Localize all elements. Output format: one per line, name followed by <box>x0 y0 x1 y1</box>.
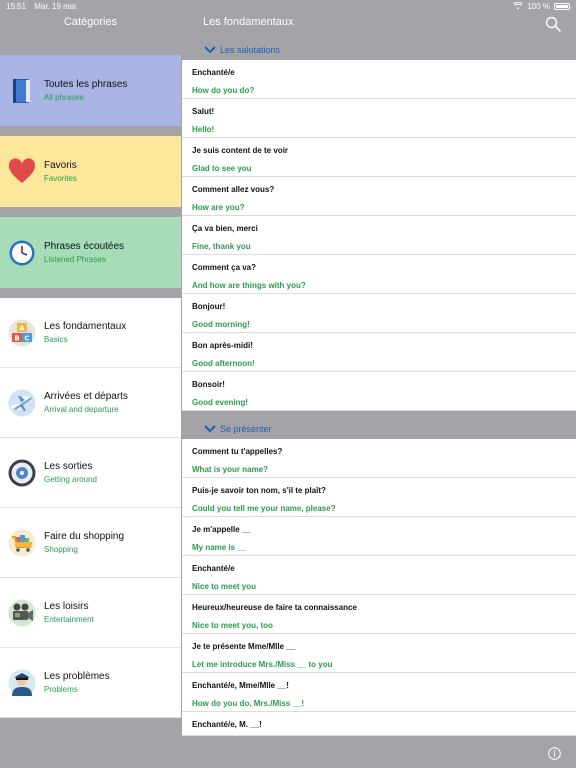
category-title: Les fondamentaux <box>44 321 127 332</box>
abc-blocks-icon <box>8 319 36 347</box>
category-problems[interactable] <box>0 648 181 718</box>
phrase-english: How are you? <box>192 203 245 212</box>
phrase-english: Hello! <box>192 125 215 134</box>
phrase-row[interactable] <box>182 439 576 478</box>
phrase-row[interactable] <box>182 712 576 736</box>
airplane-icon <box>8 389 36 417</box>
status-left <box>6 2 82 11</box>
category-title: Les loisirs <box>44 601 89 612</box>
section-header-greetings[interactable] <box>182 40 576 60</box>
svg-text:A: A <box>19 324 25 332</box>
section-title: Les salutations <box>220 45 281 55</box>
phrase-row[interactable] <box>182 138 576 177</box>
separator <box>0 126 181 136</box>
phrase-row[interactable] <box>182 478 576 517</box>
category-listened-phrases[interactable] <box>0 217 181 288</box>
phrase-list <box>182 40 576 736</box>
phrase-row[interactable] <box>182 517 576 556</box>
category-subtitle: Listened Phrases <box>44 255 106 264</box>
phrase-french: Heureux/heureuse de faire ta connaissance <box>192 603 357 612</box>
book-icon <box>8 77 36 105</box>
category-all-phrases[interactable] <box>0 55 181 126</box>
clock-icon <box>8 239 36 267</box>
category-subtitle: Entertainment <box>44 615 94 624</box>
status-time: 15:51 <box>6 1 27 11</box>
movie-camera-icon <box>8 599 36 627</box>
svg-text:B: B <box>14 334 20 342</box>
category-sidebar <box>0 55 181 718</box>
category-title: Faire du shopping <box>44 531 125 542</box>
separator <box>182 411 576 419</box>
phrase-row[interactable] <box>182 595 576 634</box>
category-subtitle: Basics <box>44 335 68 344</box>
chevron-down-icon <box>204 424 216 434</box>
phrase-french: Comment tu t'appelles? <box>192 447 283 456</box>
category-subtitle: Favorites <box>44 174 77 183</box>
phrase-row[interactable] <box>182 372 576 411</box>
phrase-row[interactable] <box>182 177 576 216</box>
status-bar <box>0 0 576 12</box>
category-arrival-departure[interactable] <box>0 368 181 438</box>
phrase-french: Bonsoir! <box>192 380 225 389</box>
category-title: Les problèmes <box>44 671 110 682</box>
separator <box>0 207 181 217</box>
phrase-french: Enchanté/e, M. __! <box>192 720 262 729</box>
category-subtitle: Problems <box>44 685 78 694</box>
phrase-french: Je suis content de te voir <box>192 146 289 155</box>
category-subtitle: Getting around <box>44 475 97 484</box>
phrase-english: What is your name? <box>192 465 269 474</box>
phrase-french: Puis-je savoir ton nom, s'il te plaît? <box>192 486 326 495</box>
phrase-english: Good afternoon! <box>192 359 255 368</box>
phrase-french: Comment allez vous? <box>192 185 275 194</box>
phrase-english: Nice to meet you <box>192 582 257 591</box>
battery-icon <box>554 3 570 10</box>
status-right <box>513 2 570 11</box>
phrase-french: Je m'appelle __ <box>192 525 251 534</box>
category-subtitle: Arrival and departure <box>44 405 119 414</box>
category-title: Arrivées et départs <box>44 391 128 402</box>
phrase-row[interactable] <box>182 333 576 372</box>
category-subtitle: All phrases <box>44 93 84 102</box>
phrase-english: And how are things with you? <box>192 281 306 290</box>
chevron-down-icon <box>204 45 216 55</box>
phrase-french: Salut! <box>192 107 215 116</box>
category-title: Les sorties <box>44 461 93 472</box>
category-subtitle: Shopping <box>44 545 78 554</box>
phrase-french: Enchanté/e, Mme/Mlle __! <box>192 681 289 690</box>
phrase-row[interactable] <box>182 556 576 595</box>
phrase-row[interactable] <box>182 673 576 712</box>
phrase-english: Glad to see you <box>192 164 252 173</box>
phrase-row[interactable] <box>182 255 576 294</box>
separator <box>0 288 181 298</box>
category-title: Phrases écoutées <box>44 241 125 252</box>
compass-icon <box>8 459 36 487</box>
section-title: Se présenter <box>220 424 272 434</box>
phrase-french: Je te présente Mme/Mlle __ <box>192 642 296 651</box>
phrase-english: My name is __ <box>192 543 247 552</box>
phrase-english: Nice to meet you, too <box>192 621 273 630</box>
phrase-english: How do you do, Mrs./Miss __! <box>192 699 305 708</box>
shopping-cart-icon <box>8 529 36 557</box>
page-title: Les fondamentaux <box>203 16 294 28</box>
phrase-english: Fine, thank you <box>192 242 251 251</box>
wifi-icon <box>513 2 523 10</box>
phrase-row[interactable] <box>182 294 576 333</box>
battery-label: 100 % <box>527 1 550 11</box>
phrase-english: Good evening! <box>192 398 248 407</box>
phrase-french: Enchanté/e <box>192 68 235 77</box>
phrase-french: Bonjour! <box>192 302 226 311</box>
phrase-english: Let me introduce Mrs./Miss __ to you <box>192 660 333 669</box>
category-title: Toutes les phrases <box>44 79 128 90</box>
category-entertainment[interactable] <box>0 578 181 648</box>
category-getting-around[interactable] <box>0 438 181 508</box>
category-favorites[interactable] <box>0 136 181 207</box>
category-title: Favoris <box>44 160 77 171</box>
phrase-french: Enchanté/e <box>192 564 235 573</box>
sidebar-title: Catégories <box>63 16 118 28</box>
heart-icon <box>8 158 36 186</box>
phrase-french: Comment ça va? <box>192 263 257 272</box>
svg-text:C: C <box>24 334 30 342</box>
info-icon[interactable] <box>548 747 561 760</box>
phrase-french: Bon après-midi! <box>192 341 253 350</box>
category-basics[interactable] <box>0 298 181 368</box>
section-header-introductions[interactable] <box>182 419 576 439</box>
search-icon[interactable] <box>545 16 561 32</box>
phrase-row[interactable] <box>182 99 576 138</box>
phrase-row[interactable] <box>182 634 576 673</box>
category-shopping[interactable] <box>0 508 181 578</box>
phrase-english: Good morning! <box>192 320 250 329</box>
status-date: Mar. 19 mai <box>34 1 77 11</box>
phrase-english: Could you tell me your name, please? <box>192 504 336 513</box>
phrase-row[interactable] <box>182 216 576 255</box>
phrase-french: Ça va bien, merci <box>192 224 258 233</box>
phrase-row[interactable] <box>182 60 576 99</box>
police-officer-icon <box>8 669 36 697</box>
phrase-english: How do you do? <box>192 86 255 95</box>
